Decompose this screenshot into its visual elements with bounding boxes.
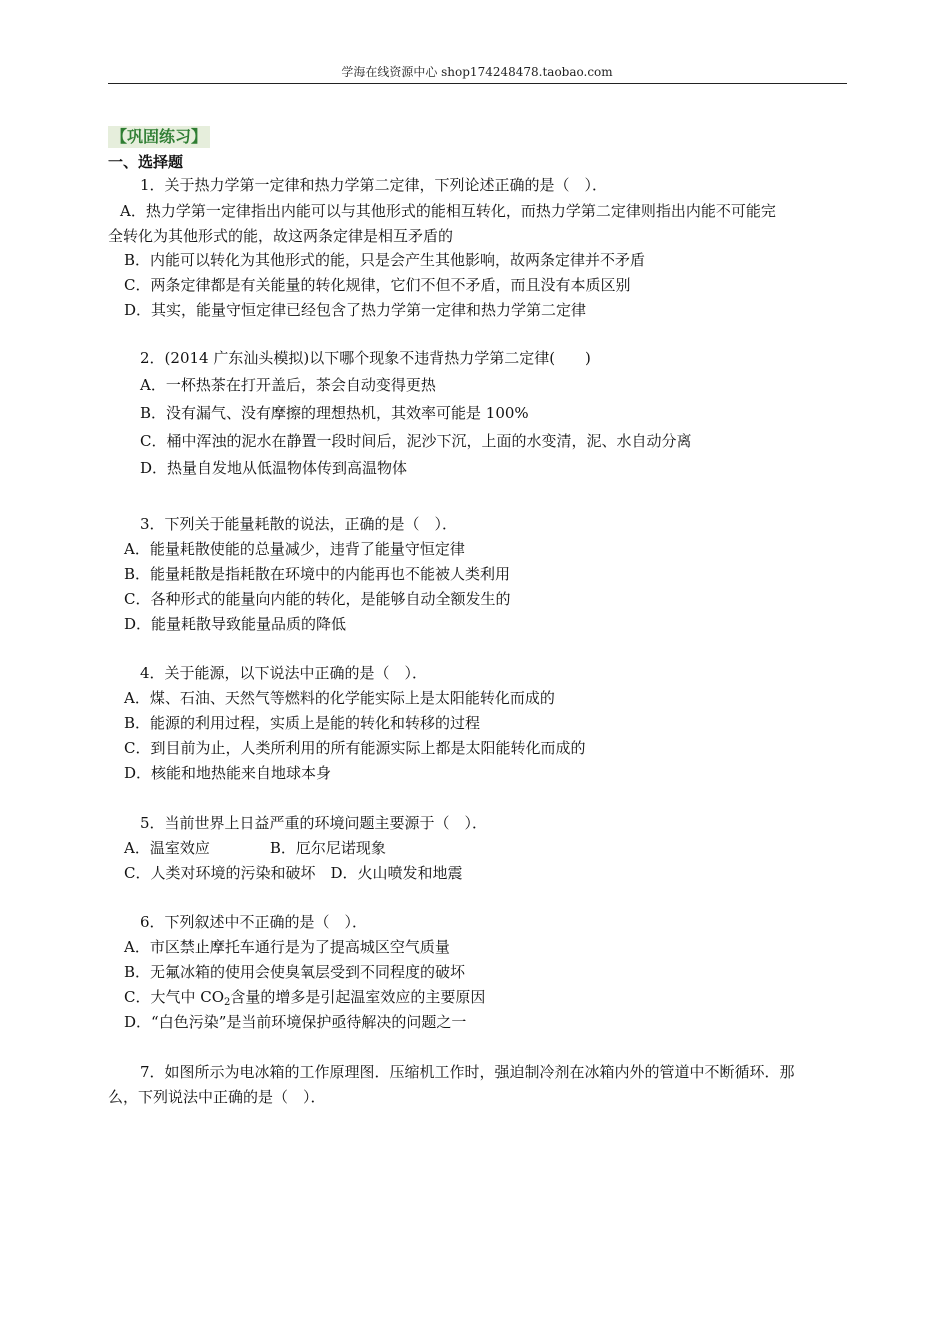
q4-option-d: D．核能和地热能来自地球本身 [124,764,332,782]
q1-option-a-cont: 全转化为其他形式的能，故这两条定律是相互矛盾的 [108,227,454,245]
q3-option-d: D．能量耗散导致能量品质的降低 [124,615,347,633]
q2-option-b: B．没有漏气、没有摩擦的理想热机，其效率可能是 100% [140,404,529,422]
q3-option-a: A．能量耗散使能的总量减少，违背了能量守恒定律 [124,540,465,558]
q6-option-d: D．“白色污染”是当前环境保护亟待解决的问题之一 [124,1013,467,1031]
section-heading: 一、选择题 [108,153,184,171]
q1-stem: 1．关于热力学第一定律和热力学第二定律，下列论述正确的是（ ）． [140,176,608,194]
co2-subscript: 2 [224,997,231,1008]
q3-option-c: C．各种形式的能量向内能的转化，是能够自动全额发生的 [124,590,511,608]
q6-option-a: A．市区禁止摩托车通行是为了提高城区空气质量 [124,938,450,956]
q5-stem: 5．当前世界上日益严重的环境问题主要源于（ ）． [140,814,488,832]
q6-option-b: B．无氟冰箱的使用会使臭氧层受到不同程度的破坏 [124,963,466,981]
q5-options-ab: A．温室效应 B．厄尔尼诺现象 [124,839,386,857]
q6-option-c-post: 含量的增多是引起温室效应的主要原因 [230,988,486,1006]
q2-option-d: D．热量自发地从低温物体传到高温物体 [140,459,408,477]
q7-stem-line2: 么，下列说法中正确的是（ ）． [108,1088,326,1106]
q1-option-d: D．其实，能量守恒定律已经包含了热力学第一定律和热力学第二定律 [124,301,587,319]
q2-option-c: C．桶中浑浊的泥水在静置一段时间后，泥沙下沉，上面的水变清，泥、水自动分离 [140,432,692,450]
q3-option-b: B．能量耗散是指耗散在环境中的内能再也不能被人类利用 [124,565,511,583]
q3-stem: 3．下列关于能量耗散的说法，正确的是（ ）． [140,515,458,533]
q5-options-cd: C．人类对环境的污染和破坏 D．火山喷发和地震 [124,864,463,882]
q1-option-c: C．两条定律都是有关能量的转化规律，它们不但不矛盾，而且没有本质区别 [124,276,631,294]
q6-option-c [124,987,485,1013]
page-header: 学海在线资源中心 shop174248478.taobao.com [341,65,613,79]
q6-stem: 6．下列叙述中不正确的是（ ）． [140,913,368,931]
q4-option-a: A．煤、石油、天然气等燃料的化学能实际上是太阳能转化而成的 [124,689,555,707]
q1-option-b: B．内能可以转化为其他形式的能，只是会产生其他影响，故两条定律并不矛盾 [124,251,646,269]
q4-option-c: C．到目前为止，人类所利用的所有能源实际上都是太阳能转化而成的 [124,739,586,757]
q4-option-b: B．能源的利用过程，实质上是能的转化和转移的过程 [124,714,481,732]
q7-stem-line1: 7．如图所示为电冰箱的工作原理图．压缩机工作时，强迫制冷剂在冰箱内外的管道中不断循环．那 [140,1063,795,1081]
q6-option-c-pre: C．大气中 CO [124,988,225,1006]
q1-option-a: A．热力学第一定律指出内能可以与其他形式的能相互转化，而热力学第二定律则指出内能不可能完 [120,202,776,220]
q4-stem: 4．关于能源，以下说法中正确的是（ ）． [140,664,428,682]
header-divider [108,83,847,84]
section-label: 【巩固练习】 [108,126,210,148]
q2-option-a: A．一杯热茶在打开盖后，茶会自动变得更热 [140,376,436,394]
q2-stem: 2．(2014 广东汕头模拟)以下哪个现象不违背热力学第二定律( ) [140,349,591,367]
